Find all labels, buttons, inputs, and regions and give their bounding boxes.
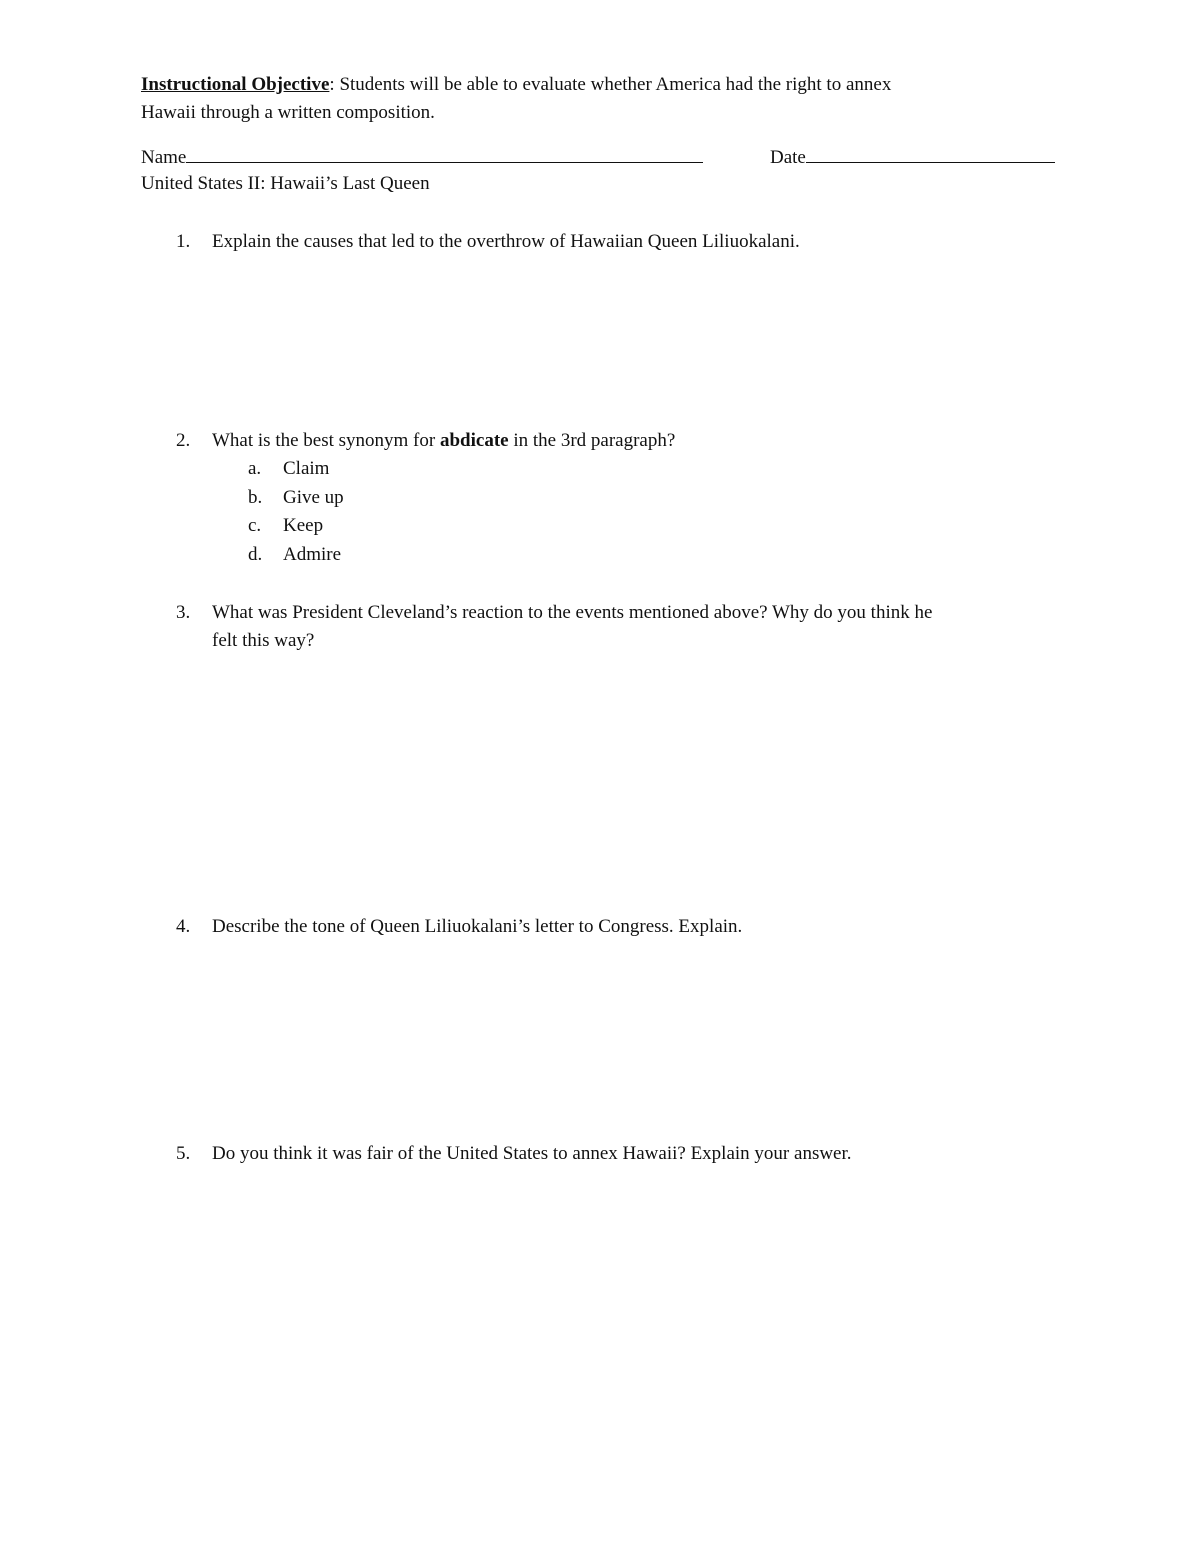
question-text-2 [212,431,675,450]
option-give-up[interactable]: Give up [283,487,344,508]
question-text-4: Describe the tone of Queen Liliuokalani’s letter to Congress. Explain. [212,916,743,937]
name-blank-line[interactable] [186,146,703,163]
question-text-1: Explain the causes that led to the overthrow of Hawaiian Queen Liliuokalani. [212,231,800,252]
question-text-2-before: What is the best synonym for [212,430,440,451]
date-blank-line[interactable] [806,146,1055,163]
option-letter-a: a. [248,458,262,479]
name-label: Name [141,147,187,168]
option-claim[interactable]: Claim [283,458,330,479]
objective-label: Instructional Objective [141,74,330,95]
question-text-2-after: in the 3rd paragraph? [508,430,676,451]
question-number-2: 2. [176,430,191,451]
question-text-3-line-2: felt this way? [212,630,315,651]
question-text-3-line-1: What was President Cleveland’s reaction to the events mentioned above? Why do you think he [212,602,933,623]
question-number-3: 3. [176,602,191,623]
date-field[interactable] [770,146,1055,167]
objective-line-1 [141,75,891,94]
objective-text-1: Students will be able to evaluate whether America had the right to annex [334,74,892,95]
option-letter-c: c. [248,515,262,536]
objective-line-2: Hawaii through a written composition. [141,102,435,123]
date-label: Date [770,147,806,168]
worksheet-subtitle: United States II: Hawaii’s Last Queen [141,173,430,194]
option-keep[interactable]: Keep [283,515,324,536]
name-field[interactable] [141,146,703,167]
option-letter-b: b. [248,487,263,508]
question-number-4: 4. [176,916,191,937]
option-letter-d: d. [248,544,263,565]
objective-colon: : [329,74,335,95]
question-number-1: 1. [176,231,191,252]
bold-term-abdicate: abdicate [439,430,509,451]
question-text-5: Do you think it was fair of the United States to annex Hawaii? Explain your answer. [212,1143,852,1164]
option-admire[interactable]: Admire [283,544,342,565]
question-number-5: 5. [176,1143,191,1164]
